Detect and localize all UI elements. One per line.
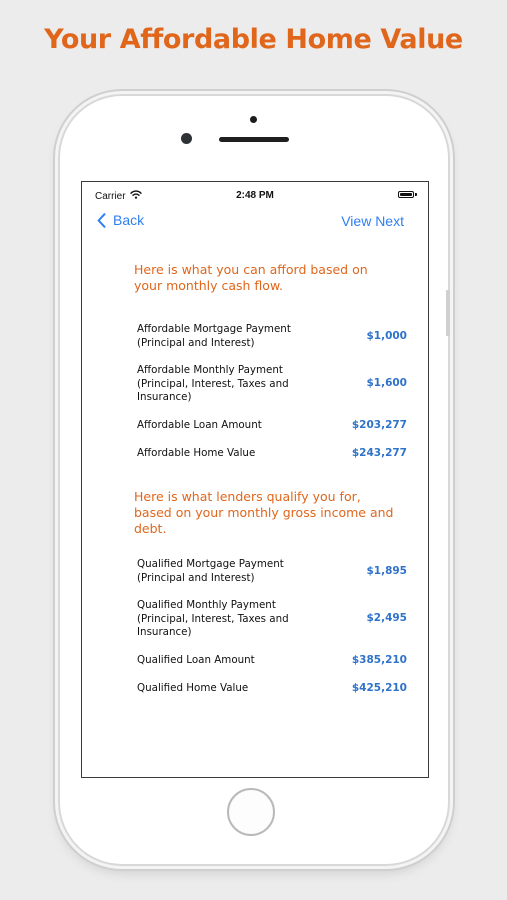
row-value: $203,277	[351, 419, 407, 431]
row-value: $1,600	[366, 377, 407, 389]
row-label: Qualified Loan Amount	[137, 654, 255, 666]
carrier-label: Carrier	[95, 190, 126, 202]
promo-title: Your Affordable Home Value	[44, 24, 463, 55]
status-time: 2:48 PM	[236, 190, 274, 201]
row-value: $385,210	[351, 654, 407, 666]
back-button-label: Back	[113, 212, 145, 228]
row-value: $2,495	[366, 612, 407, 624]
phone-screen	[81, 181, 429, 778]
row-label: Qualified Home Value	[137, 682, 249, 694]
front-camera-icon	[181, 133, 192, 144]
row-label: Affordable Mortgage Payment (Principal and Interest)	[137, 323, 291, 349]
battery-icon	[398, 191, 414, 198]
row-value: $1,000	[366, 330, 407, 342]
earpiece-speaker	[219, 137, 289, 142]
row-value: $243,277	[351, 447, 407, 459]
chevron-left-icon	[97, 213, 106, 228]
view-next-button[interactable]: View Next	[341, 213, 404, 229]
row-value: $425,210	[351, 682, 407, 694]
home-button[interactable]	[227, 788, 275, 836]
row-label: Affordable Home Value	[137, 447, 256, 459]
row-value: $1,895	[366, 565, 407, 577]
row-label: Qualified Mortgage Payment (Principal and Interest)	[137, 558, 284, 584]
affordable-intro-text: Here is what you can afford based on your monthly cash flow.	[134, 262, 368, 293]
row-label: Qualified Monthly Payment (Principal, Interest, Taxes and Insurance)	[137, 599, 289, 638]
row-label: Affordable Loan Amount	[137, 419, 262, 431]
status-bar	[82, 182, 428, 210]
back-button[interactable]	[97, 212, 144, 228]
navigation-bar	[82, 210, 428, 234]
qualified-intro-text: Here is what lenders qualify you for, based on your monthly gross income and debt.	[134, 489, 394, 536]
side-button	[446, 290, 450, 336]
row-label: Affordable Monthly Payment (Principal, Interest, Taxes and Insurance)	[137, 364, 289, 403]
proximity-sensor	[250, 116, 257, 123]
